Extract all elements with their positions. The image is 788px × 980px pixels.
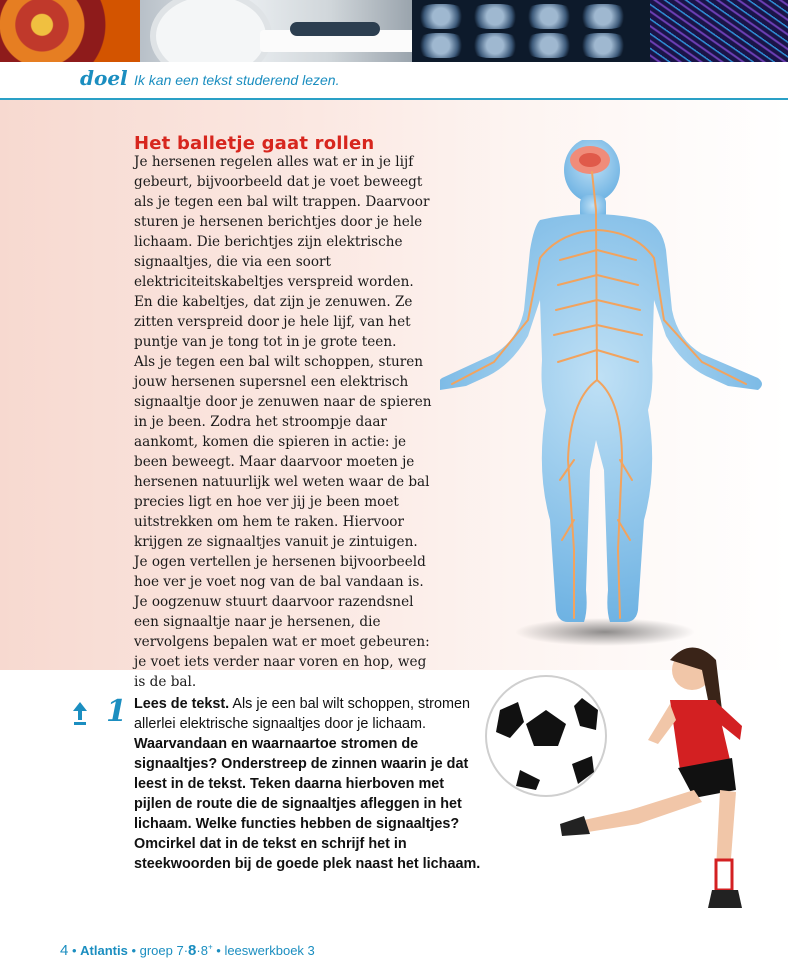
- article-paragraph-1: Je hersenen regelen alles wat er in je lijf gebeurt, bijvoorbeeld dat je voet beweegt als je tegen een bal wilt trappen. Daarvoor sturen je hersenen berichtjes door je hele lichaam. Die berichtjes zijn elektrische signaaltjes, die via een soort elektriciteitskabeltjes verspreid worden. En die kabeltjes, dat zijn je zenuwen. Ze zitten verspreid door je hele lijf, van het puntje van je tong tot in je grote teen.: [134, 154, 430, 350]
- assignment-lead-bold: Lees de tekst.: [134, 696, 230, 712]
- footer-group-prefix: groep 7: [139, 943, 184, 958]
- brain-tissue-photo: [0, 0, 140, 62]
- arrow-up-icon: [72, 702, 88, 726]
- assignment-text: [134, 694, 484, 874]
- assignment-instructions: Waarvandaan en waarnaartoe stromen de signaaltjes? Onderstreep de zinnen waarin je dat leest in de tekst. Teken daarna hierboven met pijlen de route die de signaaltjes afleggen in het lichaam. Welke functies hebben de signaaltjes? Omcirkel dat in de tekst en schrijf het in steekwoorden bij de goede plek naast het lichaam.: [134, 736, 481, 872]
- footer-group-mid: 8: [188, 942, 197, 959]
- nervous-system-illustration: [440, 140, 770, 660]
- footer-group-sup: +: [207, 942, 213, 952]
- goal-label: doel: [80, 66, 128, 90]
- footer-brand: Atlantis: [80, 943, 128, 958]
- footer-book: leeswerkboek 3: [224, 943, 315, 958]
- goal-text: Ik kan een tekst studerend lezen.: [134, 72, 340, 88]
- mri-scanner-photo: [140, 0, 412, 62]
- neuron-network-photo: [650, 0, 788, 62]
- assignment-number: 1: [106, 694, 127, 729]
- page-footer: 4 • Atlantis • groep 7·8·8+ • leeswerkboek 3: [60, 942, 315, 959]
- assignment-lead-rest: Als je een bal wilt schoppen, stromen allerlei elektrische signaaltjes door je lichaam.: [134, 696, 470, 732]
- article-paragraph-2: Als je tegen een bal wilt schoppen, sturen jouw hersenen supersnel een elektrisch signaaltje door je zenuwen naar de spieren in je been. Zodra het stroompje daar aankomt, komen die spieren in actie: je been beweegt. Maar daarvoor moeten je hersenen natuurlijk wel weten waar de bal precies ligt en hoe ver jij je been moet uitstrekken om hem te raken. Hiervoor krijgen ze signaaltjes vanuit je zintuigen. Je ogen vertellen je hersenen bijvoorbeeld hoe ver je voet nog van de bal vandaan is. Je oogzenuw stuurt daarvoor razendsnel een signaaltje naar je hersenen, die vervolgens bepalen wat er moet gebeuren: je voet iets verder naar voren en hop, weg is de bal.: [134, 354, 432, 690]
- page-number: 4: [60, 942, 69, 959]
- goal-bar: [0, 62, 788, 100]
- header-photo-strip: [0, 0, 788, 62]
- brain-scan-photo: [412, 0, 650, 62]
- football-player-photo: [480, 640, 780, 940]
- article-title: Het balletje gaat rollen: [134, 133, 375, 154]
- footer-group-suffix: 8: [200, 943, 208, 958]
